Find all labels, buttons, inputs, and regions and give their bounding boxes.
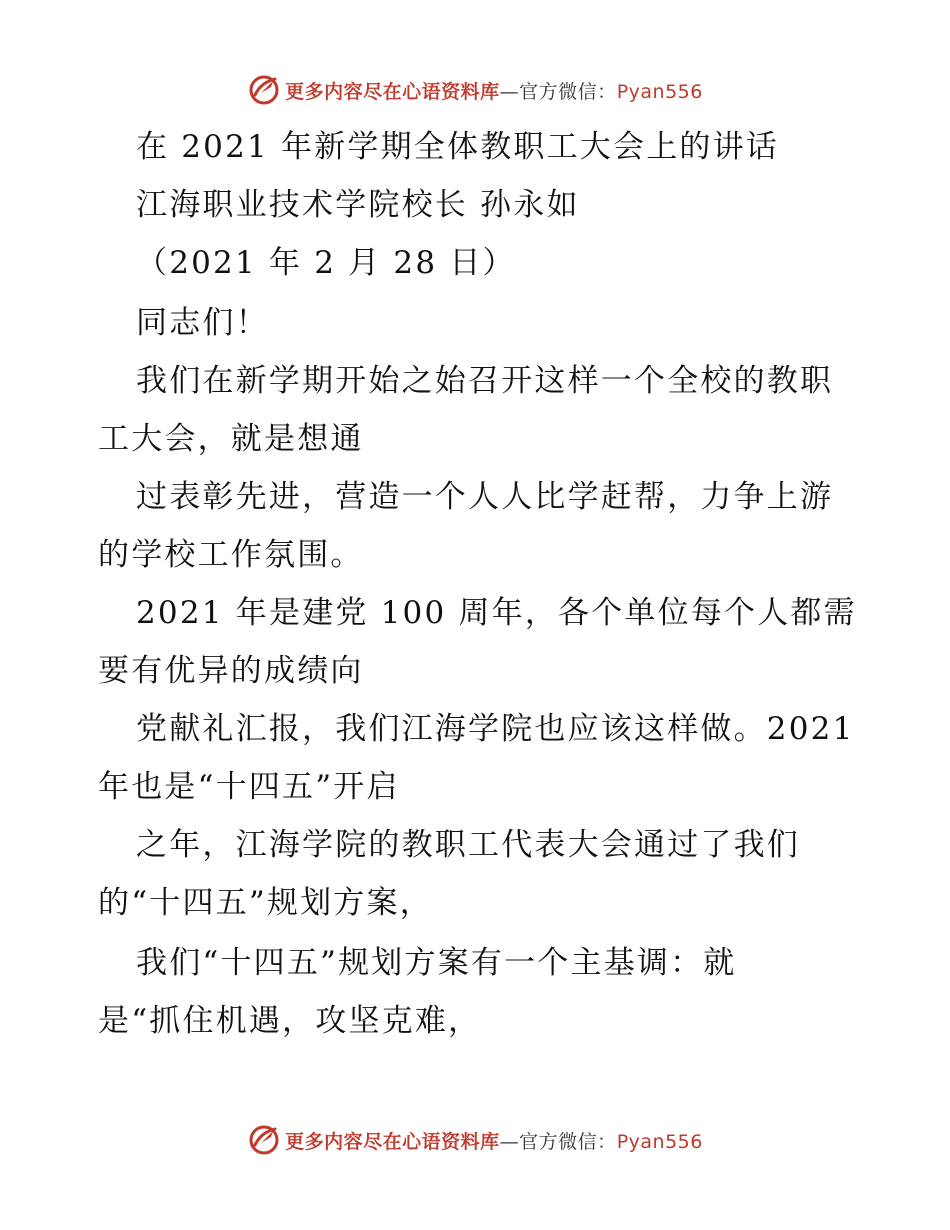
- paragraph-line: 要有优异的成绩向: [98, 653, 364, 689]
- paragraph-line: 的“十四五”规划方案，: [98, 885, 433, 921]
- document-title: 在 2021 年新学期全体教职工大会上的讲话: [136, 129, 779, 165]
- paragraph-line: 我们在新学期开始之始召开这样一个全校的教职: [136, 363, 834, 399]
- paragraph-line: 2021 年是建党 100 周年，各个单位每个人都需: [136, 595, 857, 631]
- document-date: （2021 年 2 月 28 日）: [136, 245, 516, 281]
- footer-watermark-banner: [0, 1120, 950, 1160]
- header-watermark-banner: [0, 70, 950, 110]
- paragraph-line: 我们“十四五”规划方案有一个主基调：就: [136, 945, 737, 981]
- watermark-text: 更多内容尽在心语资料库—官方微信：Pyan556: [285, 1130, 703, 1153]
- pen-swirl-logo-icon: [247, 73, 281, 107]
- paragraph-line: 是“抓住机遇，攻坚克难，: [98, 1003, 482, 1039]
- salutation: 同志们！: [136, 305, 269, 341]
- paragraph-line: 党献礼汇报，我们江海学院也应该这样做。2021: [136, 711, 855, 747]
- paragraph-line: 年也是“十四五”开启: [98, 769, 400, 805]
- paragraph-line: 的学校工作氛围。: [98, 537, 364, 573]
- pen-swirl-logo-icon: [247, 1123, 281, 1157]
- watermark-text: 更多内容尽在心语资料库—官方微信：Pyan556: [285, 80, 703, 103]
- paragraph-line: 之年，江海学院的教职工代表大会通过了我们: [136, 827, 800, 863]
- paragraph-line: 工大会，就是想通: [98, 421, 364, 457]
- paragraph-line: 过表彰先进，营造一个人人比学赶帮，力争上游: [136, 479, 834, 515]
- document-author: 江海职业技术学院校长 孙永如: [136, 187, 580, 223]
